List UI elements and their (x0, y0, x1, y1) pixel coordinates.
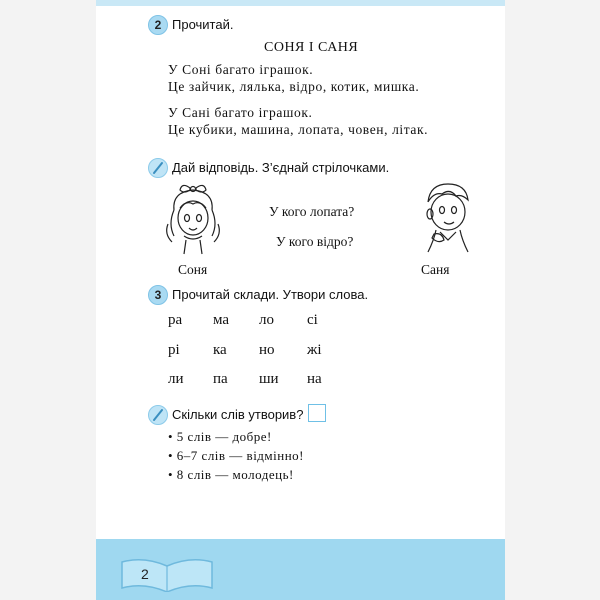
exercise-instruction: Прочитай. (172, 17, 234, 32)
syllable: но (259, 342, 275, 358)
open-book-icon (118, 556, 216, 592)
boy-illustration (414, 178, 480, 260)
rating-bullet: • 5 слів — добре! (168, 429, 272, 444)
syllable: ра (168, 312, 183, 328)
pencil-icon (149, 159, 167, 177)
workbook-page (96, 0, 505, 600)
top-band (96, 0, 505, 6)
syllable: жі (307, 342, 322, 358)
syllable: ли (168, 371, 184, 387)
answer-box[interactable] (308, 404, 326, 422)
rating-bullet: • 8 слів — молодець! (168, 467, 294, 482)
story-line: У Соні багато іграшок. (168, 62, 314, 77)
story-line: Це зайчик, лялька, відро, котик, мишка. (168, 79, 420, 94)
girl-name-label: Соня (178, 262, 208, 277)
syllable: на (307, 371, 322, 387)
task-instruction: Скільки слів утворив? (172, 407, 304, 422)
exercise-number-badge: 3 (148, 285, 168, 305)
syllable: ло (259, 312, 274, 328)
page-number: 2 (141, 566, 149, 582)
question-text: У кого відро? (276, 234, 354, 249)
syllable: па (213, 371, 228, 387)
story-title: СОНЯ І САНЯ (264, 40, 359, 55)
pencil-task-badge (148, 405, 168, 425)
syllable: ка (213, 342, 227, 358)
rating-bullet: • 6–7 слів — відмінно! (168, 448, 305, 463)
story-line: У Сані багато іграшок. (168, 105, 313, 120)
task-instruction: Дай відповідь. З’єднай стрілочками. (172, 160, 390, 175)
story-line: Це кубики, машина, лопата, човен, літак. (168, 122, 429, 137)
syllable: ма (213, 312, 230, 328)
pencil-task-badge (148, 158, 168, 178)
exercise-number-badge: 2 (148, 15, 168, 35)
boy-name-label: Саня (421, 262, 450, 277)
question-text: У кого лопата? (269, 204, 355, 219)
syllable: сі (307, 312, 318, 328)
syllable: рі (168, 342, 180, 358)
syllable: ши (259, 371, 279, 387)
exercise-instruction: Прочитай склади. Утвори слова. (172, 287, 369, 302)
pencil-icon (149, 406, 167, 424)
girl-illustration (160, 180, 228, 260)
